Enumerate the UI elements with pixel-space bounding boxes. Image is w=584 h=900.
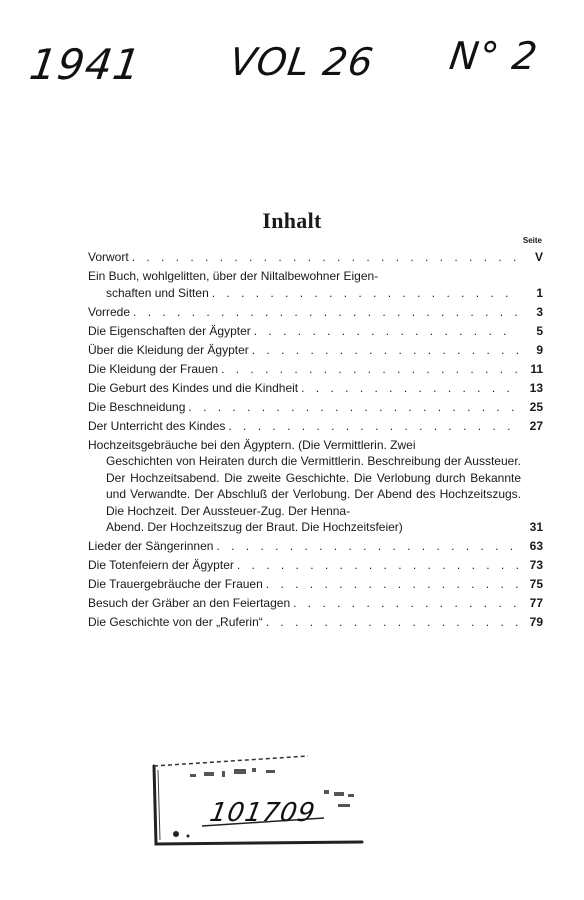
toc-entry <box>88 323 543 340</box>
toc-entry-page: 3 <box>536 304 543 319</box>
toc-entry-page: 73 <box>529 558 543 572</box>
toc-entry-title-last-line: Abend. Der Hochzeitszug der Braut. Die Hochzeitsfeier) <box>106 520 403 534</box>
toc-entry <box>88 342 543 359</box>
toc-entry <box>88 304 543 321</box>
toc-entry-title: Über die Kleidung der Ägypter <box>88 342 249 357</box>
toc-entry-title: Die Geschichte von der „Ruferin“ <box>88 615 263 629</box>
toc-entry-page: 13 <box>529 380 543 395</box>
toc-entry-title-line1: Hochzeitsgebräuche bei den Ägyptern. (Die Vermittlerin. Zwei <box>88 437 416 452</box>
page-column-header: Seite <box>522 236 542 245</box>
toc-entry-title: Die Eigenschaften der Ägypter <box>88 323 251 338</box>
toc-entry-page: 1 <box>536 285 543 300</box>
toc-entry <box>88 268 543 301</box>
toc-entry-page: 63 <box>529 539 543 553</box>
toc-entry-title: Die Geburt des Kindes und die Kindheit <box>88 380 299 395</box>
toc-entry-page: 25 <box>529 399 543 414</box>
handwritten-header <box>20 30 560 100</box>
toc-entry-page: 9 <box>536 342 543 357</box>
toc-entry-title: Der Unterricht des Kindes <box>88 418 226 433</box>
toc-entry <box>88 361 543 378</box>
handwritten-year: 1941 <box>26 40 145 89</box>
toc-entry <box>88 418 543 435</box>
toc-entry-page: 77 <box>529 596 543 610</box>
toc-entry-page: 31 <box>529 520 543 534</box>
toc-entry <box>88 595 543 612</box>
toc-entry-title: Die Trauergebräuche der Frauen <box>88 577 263 591</box>
toc-entry-title: Besuch der Gräber an den Feiertagen <box>88 596 291 610</box>
toc-entry-title-line1: Ein Buch, wohlgelitten, über der Niltalbewohner Eigen- <box>88 269 379 283</box>
toc-entry-title: Die Totenfeiern der Ägypter <box>88 558 234 572</box>
toc-entry-page: 27 <box>529 418 543 433</box>
toc-entry <box>88 538 543 555</box>
toc-title: Inhalt <box>262 208 322 233</box>
toc-entry <box>88 557 543 574</box>
toc-entry-title-continuation: Geschichten von Heiraten durch die Vermittlerin. Beschreibung der Aussteuer. Der Hochzeitsabend. Die zweite Geschichte. Die Verlobung durch Bekannte und Verwandte. Der Abschluß der Verlobung. Der Abend des Hochzeitszugs. Die Hochzeit. Der Aussteuer-Zug. Der Henna- <box>106 454 521 518</box>
toc-entry-title-line2: schaften und Sitten <box>106 285 209 300</box>
toc-entry-title: Vorrede <box>88 304 131 319</box>
toc-entry-title: Die Kleidung der Frauen <box>88 361 219 376</box>
toc-entry-title: Lieder der Sängerinnen <box>88 539 214 553</box>
handwritten-number: N° 2 <box>446 34 541 78</box>
toc-entry-page: 11 <box>530 361 543 376</box>
toc-entry-page: V <box>534 250 543 264</box>
toc-entry-title: Die Beschneidung <box>88 399 186 414</box>
toc-entry <box>88 614 543 631</box>
toc-entry-page: 75 <box>529 577 543 591</box>
toc-entry <box>88 249 543 266</box>
handwritten-volume: VOL 26 <box>226 40 377 84</box>
toc-entry-title: Vorwort <box>88 250 129 264</box>
toc-entry <box>88 576 543 593</box>
toc-entry <box>88 380 543 397</box>
toc-entry-page: 79 <box>529 615 543 629</box>
toc-entry <box>88 399 543 416</box>
toc-entry-page: 5 <box>536 323 543 338</box>
table-of-contents <box>88 249 543 633</box>
toc-entry <box>88 437 543 536</box>
stamp-number: 101709 <box>207 798 318 828</box>
